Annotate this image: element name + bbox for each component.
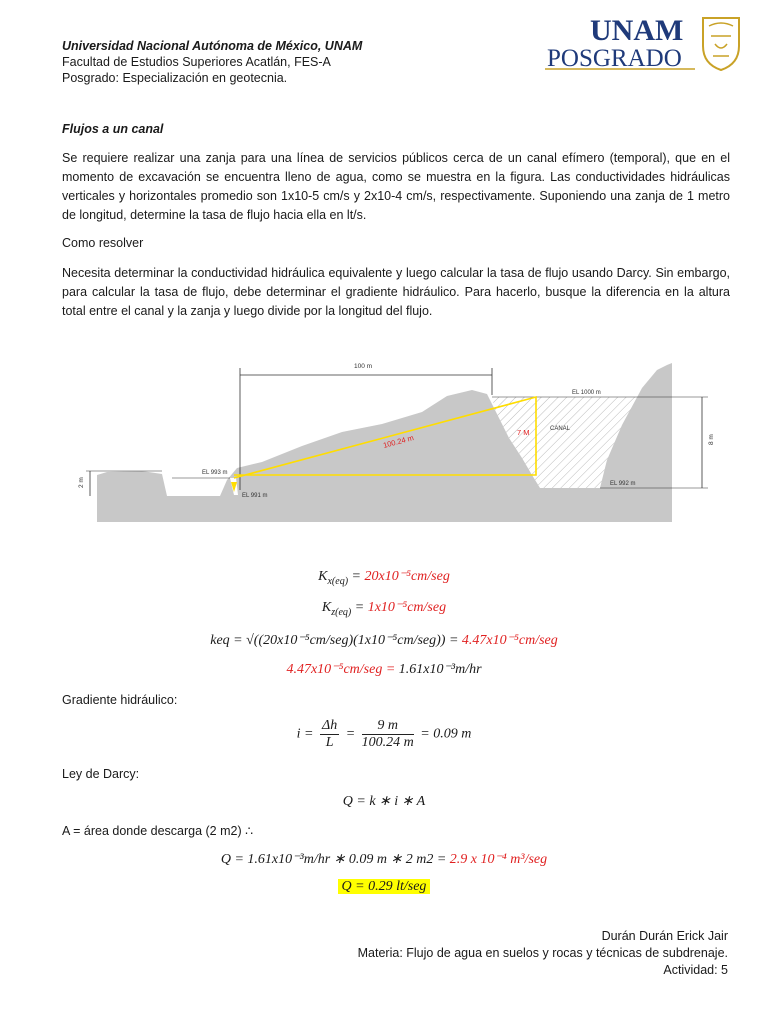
program-name: Posgrado: Especialización en geotecnia. xyxy=(62,71,288,85)
gradient-equation: i = $\frac{\Delta h}{L}$ = $\frac{9 m}{100.24 m}$ = 0.09 m xyxy=(296,718,472,750)
area-label: A = área donde descarga (2 m2) ∴ xyxy=(62,824,254,838)
dim-8-label: 8 m xyxy=(708,434,715,445)
gradient-label: Gradiente hidráulico: xyxy=(62,693,178,707)
how-to-title: Como resolver xyxy=(62,236,144,250)
el-992-label: EL 992 m xyxy=(610,481,636,487)
canal-cross-section-figure xyxy=(62,350,730,530)
flow-length-label: 100.24 m xyxy=(382,433,415,450)
final-result-highlight: Q = 0.29 lt/seg xyxy=(338,879,431,894)
kx-equation: $K_{x(eq)} = 20x10^{-5}cm/seg$ xyxy=(318,569,450,587)
el-993-label: EL 993 m xyxy=(202,470,228,476)
darcy-equation: Q = k ∗ i ∗ A xyxy=(342,794,426,809)
kz-equation: $K_{z(eq)} = 1x10^{-5}cm/seg$ xyxy=(321,600,447,618)
unam-shield-icon xyxy=(703,18,739,70)
header-block xyxy=(62,38,362,86)
dim-100-label: 100 m xyxy=(354,363,373,370)
flow-equation: Q = 1.61x10⁻³m/hr ∗ 0.09 m ∗ 2 m2 = 2.9 x 10⁻⁴ m³/seg xyxy=(220,852,548,867)
problem-statement: Se requiere realizar una zanja para una línea de servicios públicos cerca de un canal efímero (temporal), que en el momento de excavación se encuentra lleno de agua, como se muestra en la figura. Las conductividades hidráulicas verticales y horizontales promedio son 1x10-5 cm/s y 2x10-4 cm/s, respectivamente. Suponiendo una zanja de 1 metro de longitud, determine la tasa de flujo hacia ella en lt/s. xyxy=(62,151,730,222)
final-result xyxy=(0,879,768,895)
darcy-label: Ley de Darcy: xyxy=(62,767,140,781)
unam-posgrado-logo xyxy=(545,12,743,72)
head-7m-label: 7 M xyxy=(517,428,530,437)
faculty-name: Facultad de Estudios Superiores Acatlán, FES-A xyxy=(62,55,331,69)
keq-equation: keq = √((20x10⁻⁵cm/seg)(1x10⁻⁵cm/seg)) = 4.47x10⁻⁵cm/seg xyxy=(210,633,558,648)
section-title: Flujos a un canal xyxy=(62,122,164,136)
logo-top-text: UNAM xyxy=(590,14,684,47)
el-1000-label: EL 1000 m xyxy=(572,390,601,396)
signature-block xyxy=(358,928,728,979)
dim-2-label: 2 m xyxy=(78,477,85,488)
logo-bottom-text: POSGRADO xyxy=(547,45,682,72)
el-991-label: EL 991 m xyxy=(242,493,268,499)
how-to-text: Necesita determinar la conductividad hidráulica equivalente y luego calcular la tasa de flujo usando Darcy. Sin embargo, para calcular la tasa de flujo, debe determinar el gradiente hidráulico. Para hacerlo, busque la diferencia en la altura total entre el canal y la zanja y luego divide por la longitud del flujo. xyxy=(62,266,730,318)
activity-number: Actividad: 5 xyxy=(663,963,728,977)
subject-name: Materia: Flujo de agua en suelos y rocas y técnicas de subdrenaje. xyxy=(357,946,728,960)
university-name: Universidad Nacional Autónoma de México, UNAM xyxy=(62,39,363,53)
conversion-equation: 4.47x10⁻⁵cm/seg = 1.61x10⁻³m/hr xyxy=(286,662,482,677)
canal-label: CANAL xyxy=(550,426,571,432)
author-name: Durán Durán Erick Jair xyxy=(601,929,728,943)
